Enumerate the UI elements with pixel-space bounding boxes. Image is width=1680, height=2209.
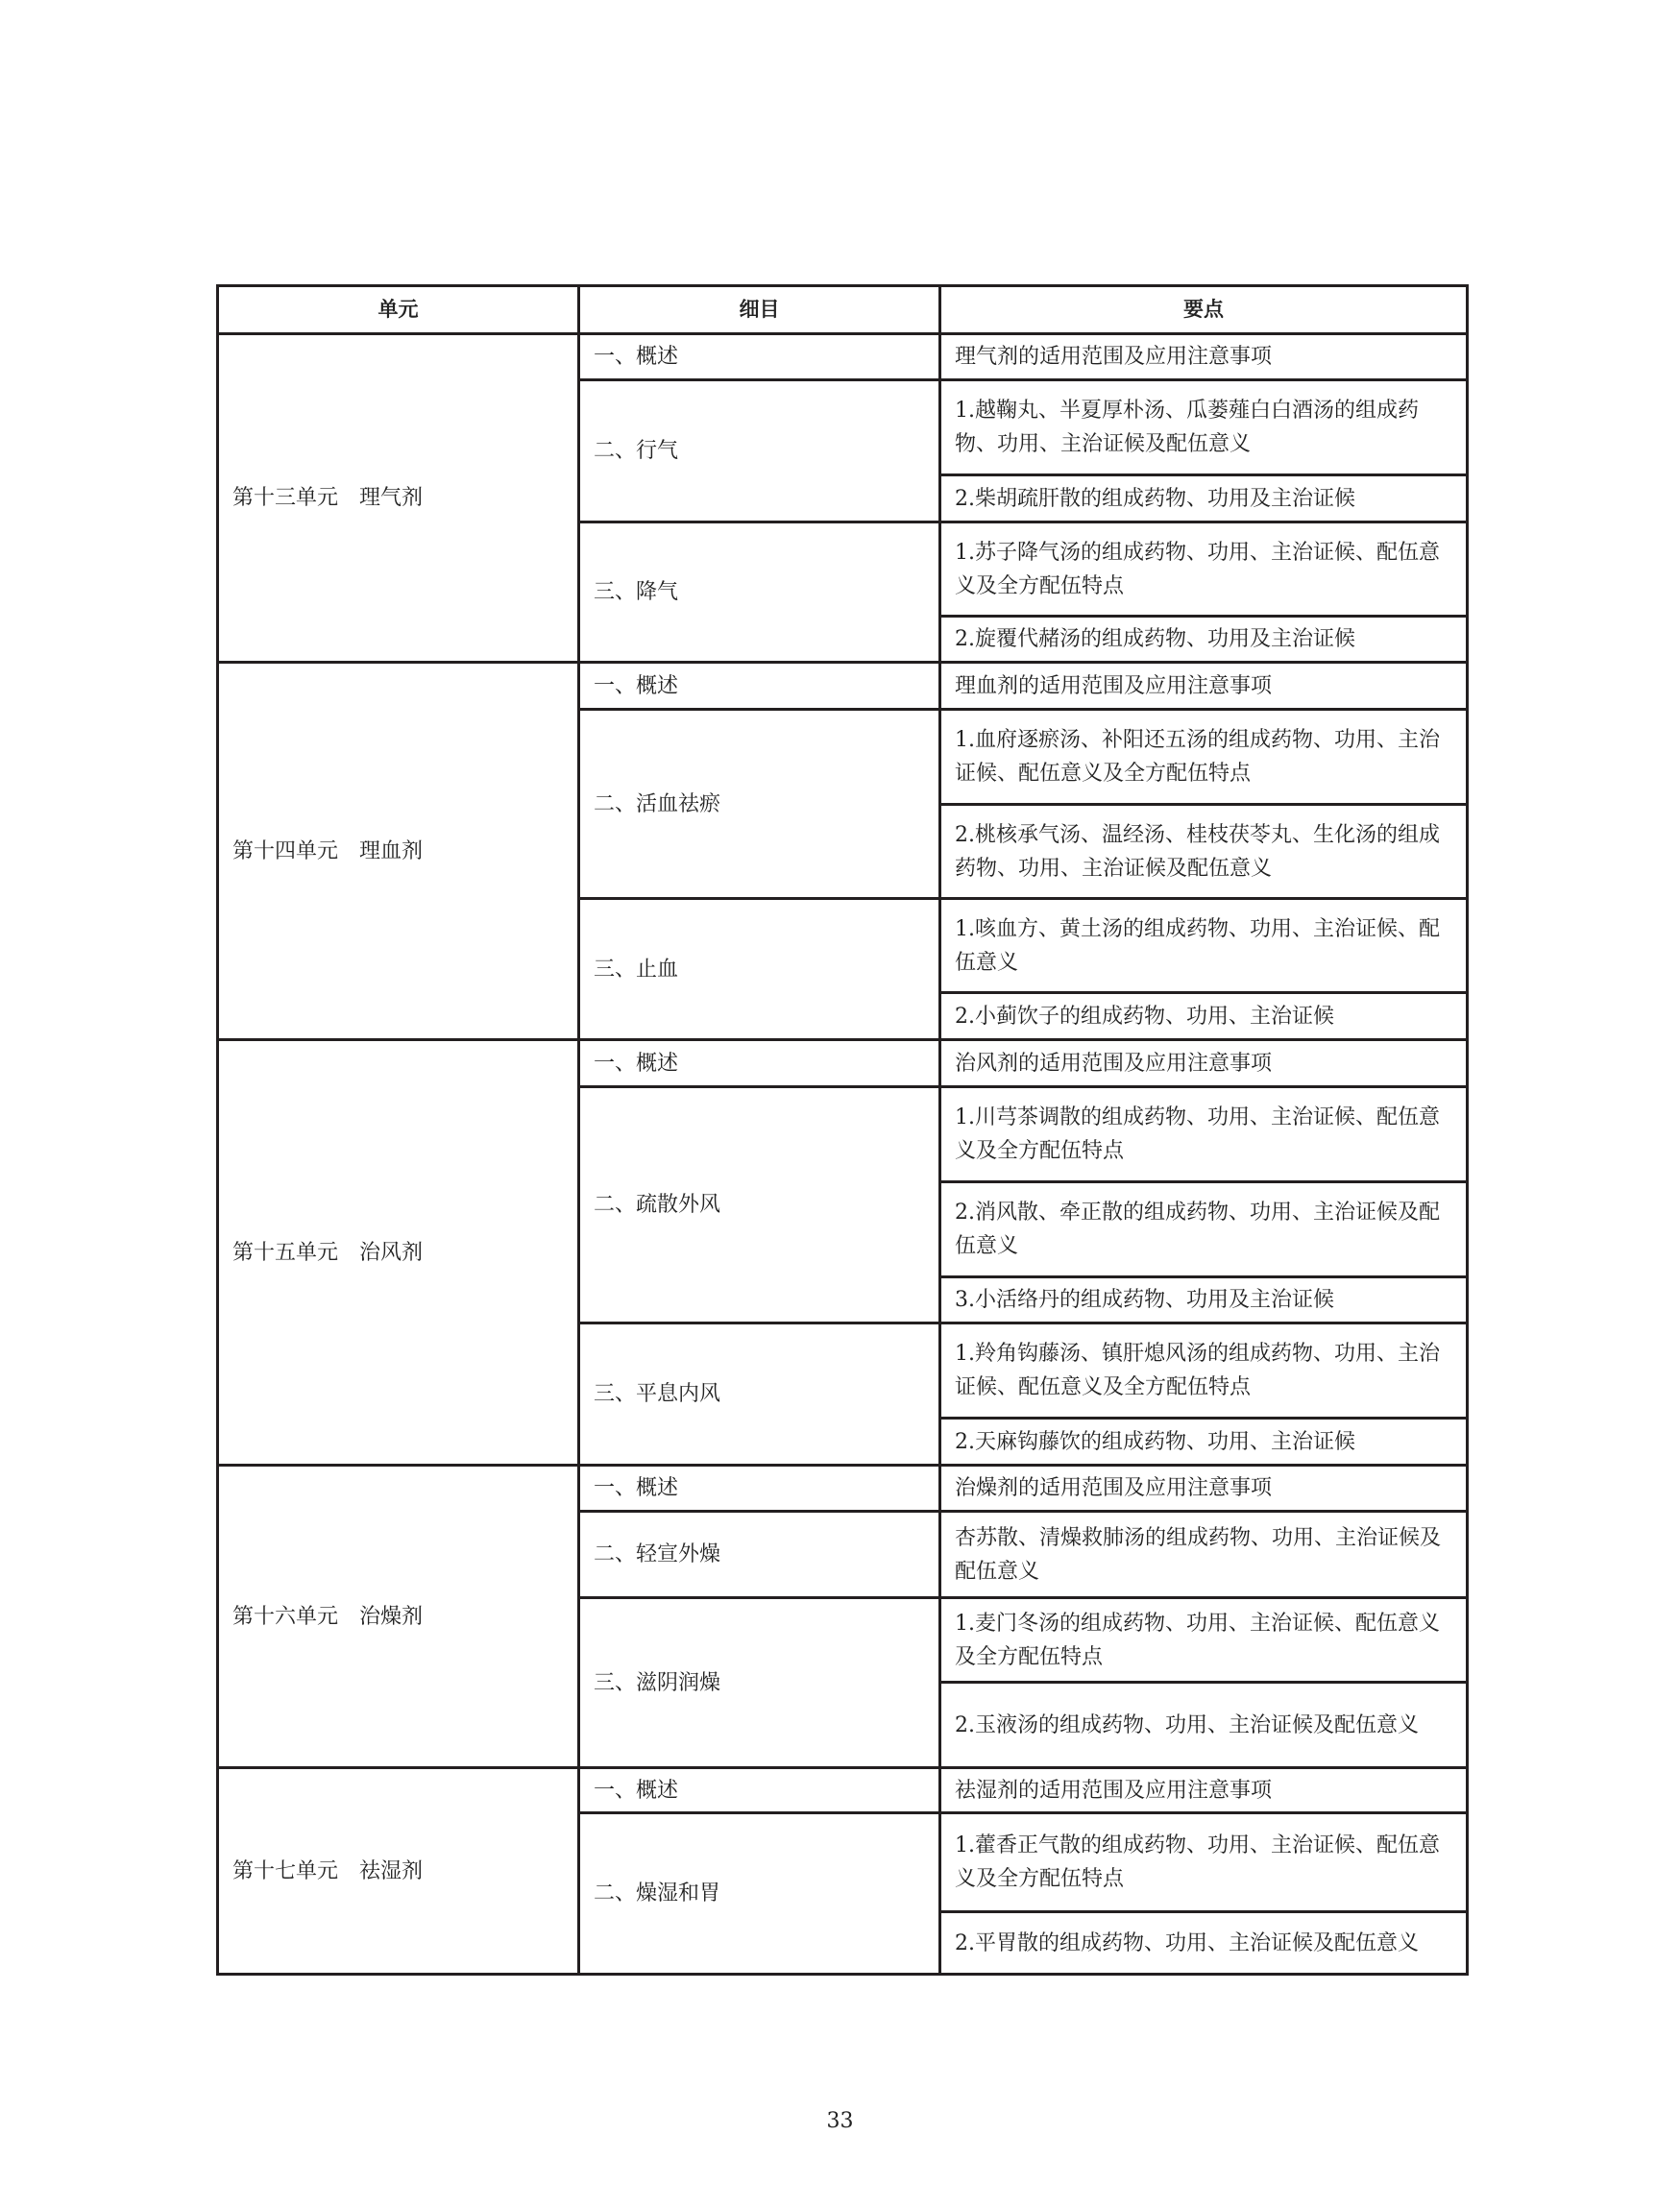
point-cell: 2.桃核承气汤、温经汤、桂枝茯苓丸、生化汤的组成药物、功用、主治证候及配伍意义: [940, 805, 1468, 899]
point-cell: 治燥剂的适用范围及应用注意事项: [940, 1466, 1468, 1512]
table-row: [218, 334, 1468, 380]
point-cell: 3.小活络丹的组成药物、功用及主治证候: [940, 1277, 1468, 1323]
item-cell: 三、滋阴润燥: [579, 1598, 940, 1768]
point-cell: 1.苏子降气汤的组成药物、功用、主治证候、配伍意义及全方配伍特点: [940, 522, 1468, 617]
item-cell: 二、行气: [579, 380, 940, 522]
point-cell: 1.羚角钩藤汤、镇肝熄风汤的组成药物、功用、主治证候、配伍意义及全方配伍特点: [940, 1323, 1468, 1419]
table-row: [218, 663, 1468, 710]
point-cell: 1.血府逐瘀汤、补阳还五汤的组成药物、功用、主治证候、配伍意义及全方配伍特点: [940, 710, 1468, 805]
point-cell: 2.消风散、牵正散的组成药物、功用、主治证候及配伍意义: [940, 1182, 1468, 1277]
header-points: 要点: [940, 286, 1468, 334]
item-cell: 三、降气: [579, 522, 940, 663]
unit-cell: 第十四单元 理血剂: [218, 663, 579, 1040]
table-row: [218, 1040, 1468, 1087]
item-cell: 二、燥湿和胃: [579, 1813, 940, 1975]
unit-cell: 第十五单元 治风剂: [218, 1040, 579, 1466]
item-cell: 三、止血: [579, 899, 940, 1040]
unit-cell: 第十六单元 治燥剂: [218, 1466, 579, 1768]
header-row: [218, 286, 1468, 334]
point-cell: 2.玉液汤的组成药物、功用、主治证候及配伍意义: [940, 1683, 1468, 1768]
table-row: [218, 1466, 1468, 1512]
item-cell: 一、概述: [579, 1040, 940, 1087]
point-cell: 理血剂的适用范围及应用注意事项: [940, 663, 1468, 710]
table-row: [218, 1768, 1468, 1813]
point-cell: 1.越鞠丸、半夏厚朴汤、瓜蒌薤白白酒汤的组成药物、功用、主治证候及配伍意义: [940, 380, 1468, 475]
point-cell: 2.旋覆代赭汤的组成药物、功用及主治证候: [940, 617, 1468, 663]
point-cell: 治风剂的适用范围及应用注意事项: [940, 1040, 1468, 1087]
item-cell: 二、轻宣外燥: [579, 1512, 940, 1598]
point-cell: 1.藿香正气散的组成药物、功用、主治证候、配伍意义及全方配伍特点: [940, 1813, 1468, 1912]
unit-cell: 第十七单元 祛湿剂: [218, 1768, 579, 1975]
point-cell: 2.平胃散的组成药物、功用、主治证候及配伍意义: [940, 1912, 1468, 1975]
item-cell: 一、概述: [579, 1466, 940, 1512]
point-cell: 2.柴胡疏肝散的组成药物、功用及主治证候: [940, 475, 1468, 522]
point-cell: 1.川芎茶调散的组成药物、功用、主治证候、配伍意义及全方配伍特点: [940, 1087, 1468, 1182]
header-unit: 单元: [218, 286, 579, 334]
page-number: 33: [826, 2109, 854, 2133]
item-cell: 一、概述: [579, 663, 940, 710]
point-cell: 2.小蓟饮子的组成药物、功用、主治证候: [940, 993, 1468, 1040]
point-cell: 杏苏散、清燥救肺汤的组成药物、功用、主治证候及配伍意义: [940, 1512, 1468, 1598]
item-cell: 二、活血祛瘀: [579, 710, 940, 899]
point-cell: 1.咳血方、黄土汤的组成药物、功用、主治证候、配伍意义: [940, 899, 1468, 993]
point-cell: 理气剂的适用范围及应用注意事项: [940, 334, 1468, 380]
point-cell: 祛湿剂的适用范围及应用注意事项: [940, 1768, 1468, 1813]
item-cell: 一、概述: [579, 334, 940, 380]
header-item: 细目: [579, 286, 940, 334]
point-cell: 2.天麻钩藤饮的组成药物、功用、主治证候: [940, 1419, 1468, 1466]
item-cell: 二、疏散外风: [579, 1087, 940, 1323]
point-cell: 1.麦门冬汤的组成药物、功用、主治证候、配伍意义及全方配伍特点: [940, 1598, 1468, 1683]
item-cell: 一、概述: [579, 1768, 940, 1813]
syllabus-table: [216, 284, 1469, 1976]
item-cell: 三、平息内风: [579, 1323, 940, 1466]
unit-cell: 第十三单元 理气剂: [218, 334, 579, 663]
